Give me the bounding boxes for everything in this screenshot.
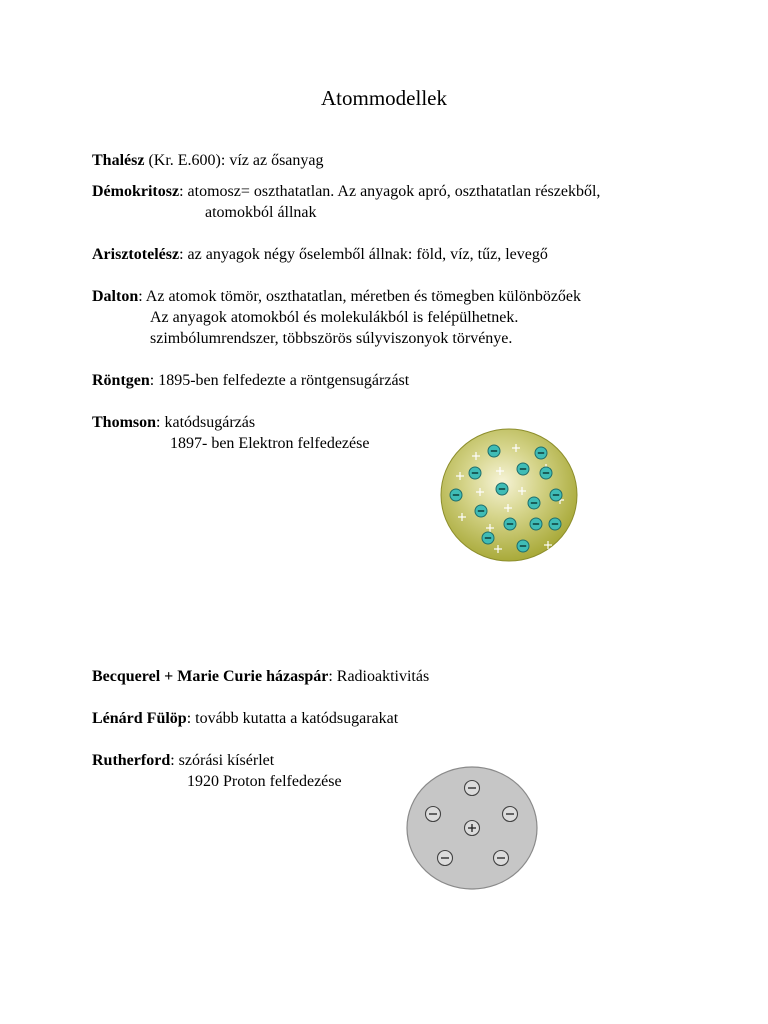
entry-name: Lénárd Fülöp <box>92 710 187 727</box>
entry-text: : Radioaktivitás <box>328 668 430 685</box>
entry-text: : Az atomok tömör, oszthatatlan, méretben és tömegben különbözőek <box>138 288 582 305</box>
entry-dalton-line3: szimbólumrendszer, többszörös súlyviszonyok törvénye. <box>150 330 513 347</box>
electron-icon <box>426 807 441 822</box>
electron-icon <box>438 851 453 866</box>
entry-becquerel <box>92 667 429 687</box>
entry-rutherford <box>92 751 274 771</box>
entry-dalton <box>92 287 581 307</box>
entry-name: Arisztotelész <box>92 246 180 263</box>
entry-text: : katódsugárzás <box>156 414 256 431</box>
entry-demokritosz-line2: atomokból állnak <box>205 204 317 221</box>
entry-lenard <box>92 709 398 729</box>
electron-icon <box>475 505 487 517</box>
rutherford-atom-illustration <box>404 764 540 892</box>
entry-thomson <box>92 413 255 433</box>
entry-name: Thomson <box>92 414 157 431</box>
entry-name: Becquerel + Marie Curie házaspár <box>92 668 329 685</box>
electron-icon <box>535 447 547 459</box>
entry-rutherford-line2: 1920 Proton felfedezése <box>187 773 342 790</box>
entry-text: : az anyagok négy őselemből állnak: föld, víz, tűz, levegő <box>179 246 548 263</box>
page-title: Atommodellek <box>321 86 447 110</box>
entry-thales <box>92 151 324 171</box>
electron-icon <box>540 467 552 479</box>
electron-icon <box>496 483 508 495</box>
entry-demokritosz <box>92 182 600 202</box>
entry-dalton-line2: Az anyagok atomokból és molekulákból is felépülhetnek. <box>150 309 519 326</box>
electron-icon <box>482 532 494 544</box>
electron-icon <box>517 540 529 552</box>
electron-icon <box>504 518 516 530</box>
electron-icon <box>488 445 500 457</box>
thomson-atom-illustration <box>438 427 580 565</box>
entry-text: : tovább kutatta a katódsugarakat <box>186 710 399 727</box>
entry-rontgen <box>92 371 409 391</box>
entry-text: : 1895-ben felfedezte a röntgensugárzást <box>149 372 410 389</box>
entry-thomson-line2: 1897- ben Elektron felfedezése <box>170 435 370 452</box>
entry-text: : szórási kísérlet <box>170 752 275 769</box>
electron-icon <box>469 467 481 479</box>
entry-text: : atomosz= oszthatatlan. Az anyagok apró, oszthatatlan részekből, <box>179 183 601 200</box>
entry-name: Dalton <box>92 288 139 305</box>
electron-icon <box>530 518 542 530</box>
entry-name: Rutherford <box>92 752 171 769</box>
electron-icon <box>550 489 562 501</box>
entry-name: Röntgen <box>92 372 150 389</box>
entry-text: (Kr. E.600): víz az ősanyag <box>144 152 324 169</box>
electron-icon <box>528 497 540 509</box>
electron-icon <box>465 781 480 796</box>
entry-arisztoteles <box>92 245 548 265</box>
electron-icon <box>494 851 509 866</box>
proton-icon <box>465 821 480 836</box>
electron-icon <box>503 807 518 822</box>
electron-icon <box>549 518 561 530</box>
electron-icon <box>450 489 462 501</box>
entry-name: Démokritosz <box>92 183 180 200</box>
entry-name: Thalész <box>92 152 145 169</box>
electron-icon <box>517 463 529 475</box>
